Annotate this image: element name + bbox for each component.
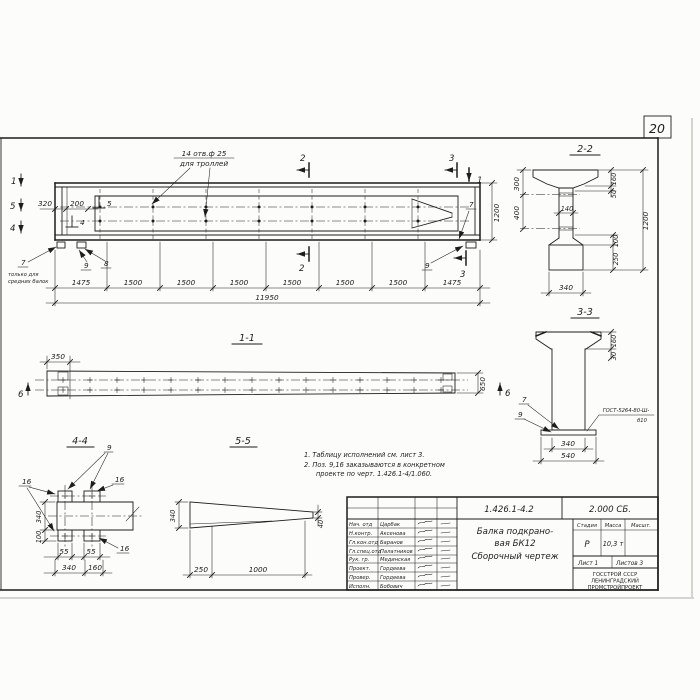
mark-3-top: 3: [449, 154, 455, 164]
dim-250-22: 250: [612, 252, 620, 266]
mark-2-bottom: 2: [299, 264, 305, 274]
mark-6-right: 6: [505, 389, 511, 399]
doc-number: 1.426.1-4.2: [484, 505, 534, 515]
dim-55-b: 55: [86, 547, 96, 556]
mark-4-left: 4: [10, 224, 16, 234]
dim-1000-55: 1000: [248, 565, 268, 574]
dim-340-44: 340: [35, 510, 43, 524]
dim-340-33: 340: [561, 439, 575, 448]
pos-9-right: 9: [425, 261, 430, 270]
main-elevation-view: [8, 149, 501, 306]
left-end-dims: [38, 199, 98, 212]
trolley-holes: [99, 206, 420, 223]
sig-name-4: Мединская: [380, 557, 411, 563]
pos-9-44: 9: [107, 443, 112, 452]
section-1-1-title: 1-1: [239, 333, 255, 344]
plan-holes: [60, 377, 443, 392]
dim-160-33: 160: [610, 334, 618, 348]
pos-9-label: 9: [84, 261, 89, 270]
weld-note-line1: ГОСТ-5264-80-Ш-: [602, 408, 650, 414]
note-line3: проекте по черт. 1.426.1-4/1.060.: [316, 470, 433, 478]
sig-role-4: Рук. гр.: [349, 557, 370, 563]
weld-note-line2: б10: [637, 418, 647, 424]
sig-name-2: Баранов: [380, 540, 403, 546]
org-line2: ЛЕНИНГРАДСКИЙ: [591, 578, 639, 585]
beam-centerlines: [60, 189, 470, 239]
dim-seg-5: 1500: [282, 278, 302, 287]
section-5-5-title: 5-5: [235, 436, 251, 447]
dim-320: 320: [38, 199, 52, 208]
dim-seg-7: 1500: [388, 278, 408, 287]
doc-title-line2: вая БК12: [494, 539, 536, 549]
section-3-3-title: 3-3: [577, 307, 593, 318]
dim-100-44: 100: [35, 530, 43, 544]
dim-seg-1: 1475: [71, 278, 91, 287]
only-note-1: только для: [8, 272, 39, 278]
sig-role-7: Исполн.: [349, 584, 371, 590]
section-2-2-title: 2-2: [577, 144, 593, 155]
dim-seg-8: 1475: [442, 278, 462, 287]
note-line2: 2. Поз. 9,16 заказываются в конкретном: [304, 461, 445, 469]
mark-2-top: 2: [300, 154, 306, 164]
pos-8-label: 8: [104, 259, 109, 268]
sig-role-3: Гл.спец.отд: [349, 549, 382, 555]
dim-1200: 1200: [492, 203, 501, 223]
pos-16-c: 16: [120, 544, 130, 553]
org-line3: ПРОМСТРОЙПРОЕКТ: [587, 585, 643, 591]
dim-650: 650: [478, 377, 487, 391]
height-dim: [481, 180, 501, 243]
dim-total: 11950: [255, 293, 279, 302]
mark-3-bottom: 3: [460, 270, 466, 280]
section-4-4: [19, 436, 142, 576]
doc-code: 2.000 СБ.: [589, 505, 631, 515]
section-5-5: [169, 436, 325, 578]
dim-1200-22: 1200: [641, 211, 650, 231]
position-labels: [8, 200, 476, 285]
sig-name-0: Царбак: [380, 522, 401, 528]
signature-marks: [418, 521, 450, 586]
dim-250-55: 250: [194, 565, 208, 574]
dim-160-44: 160: [88, 563, 102, 572]
dim-160-22: 160: [610, 172, 618, 186]
sig-name-1: Аксенова: [380, 531, 406, 537]
title-block: [347, 497, 658, 591]
sig-name-7: Бобович: [380, 584, 403, 590]
sig-role-0: Нач. отд: [349, 522, 373, 528]
dim-340b-44: 340: [62, 563, 76, 572]
notes: [304, 451, 445, 478]
dim-400: 400: [512, 206, 521, 220]
header-stage: Стадия: [577, 523, 597, 529]
sig-role-1: Н.контр.: [349, 531, 373, 537]
sig-name-3: Палатников: [380, 549, 413, 555]
dim-340-55: 340: [169, 509, 177, 523]
doc-title-line1: Балка подкрано-: [476, 527, 554, 537]
note-line1: 1. Таблицу исполнений см. лист 3.: [304, 451, 425, 459]
mark-1-right: 1: [477, 176, 483, 186]
section-marks: [10, 154, 482, 280]
page-number-box: [644, 116, 671, 138]
sig-role-2: Гл.кон.отд: [349, 540, 378, 546]
pos-7-33: 7: [522, 395, 527, 404]
dim-140: 140: [560, 205, 574, 213]
pos-16-a: 16: [22, 477, 32, 486]
section-1-1: [18, 333, 511, 400]
header-scale: Масшт.: [631, 523, 651, 529]
dim-540-33: 540: [561, 451, 575, 460]
pos-7-label: 7: [21, 258, 26, 267]
pos-16-b: 16: [115, 475, 125, 484]
dim-300: 300: [512, 177, 521, 191]
weld-note: [587, 408, 654, 431]
bottom-dims: [46, 242, 490, 306]
callout-line1: 14 отв.ф 25: [181, 149, 227, 158]
beam-outline: [55, 183, 480, 248]
pos-9-33: 9: [518, 410, 523, 419]
section-4-4-title: 4-4: [72, 436, 88, 447]
dim-100-22: 100: [612, 234, 620, 248]
header-mass: Масса: [604, 523, 622, 529]
section-3-3: [515, 307, 654, 464]
dim-350: 350: [51, 352, 65, 361]
mark-4-inner: 4: [80, 218, 85, 227]
mass-value: 10,3 т: [602, 540, 624, 548]
stage-value: Р: [584, 540, 590, 550]
sig-role-5: Проект.: [349, 566, 371, 572]
dim-340-22: 340: [559, 283, 573, 292]
dim-30-33: 30: [610, 351, 618, 361]
section-2-2: [512, 144, 650, 296]
callout-line2: для троллей: [179, 159, 229, 168]
only-note-2: средних балок: [8, 279, 49, 285]
sheet-value: Лист 1: [578, 561, 599, 567]
dim-seg-3: 1500: [176, 278, 196, 287]
dim-55-a: 55: [59, 547, 69, 556]
sig-role-6: Провер.: [349, 575, 371, 581]
mark-5-left: 5: [10, 202, 16, 212]
sig-name-5: Гордеева: [380, 566, 406, 572]
doc-title-line3: Сборочный чертеж: [471, 552, 559, 562]
dim-200: 200: [70, 199, 84, 208]
dim-40-55: 40: [317, 519, 325, 529]
signature-rows: [349, 521, 450, 590]
sig-name-6: Гордеева: [380, 575, 406, 581]
dim-seg-2: 1500: [123, 278, 143, 287]
dim-50-22: 50: [610, 189, 618, 199]
mark-1-left: 1: [11, 177, 17, 187]
mark-5-inner: 5: [107, 199, 112, 208]
dim-seg-4: 1500: [229, 278, 249, 287]
mark-6-left: 6: [18, 390, 24, 400]
dim-seg-6: 1500: [335, 278, 355, 287]
org-line1: ГОССТРОЙ СССР: [592, 572, 638, 578]
sheets-value: Листов 3: [616, 561, 644, 567]
page-number: 20: [649, 121, 665, 136]
pos-7-right: 7: [469, 200, 474, 209]
